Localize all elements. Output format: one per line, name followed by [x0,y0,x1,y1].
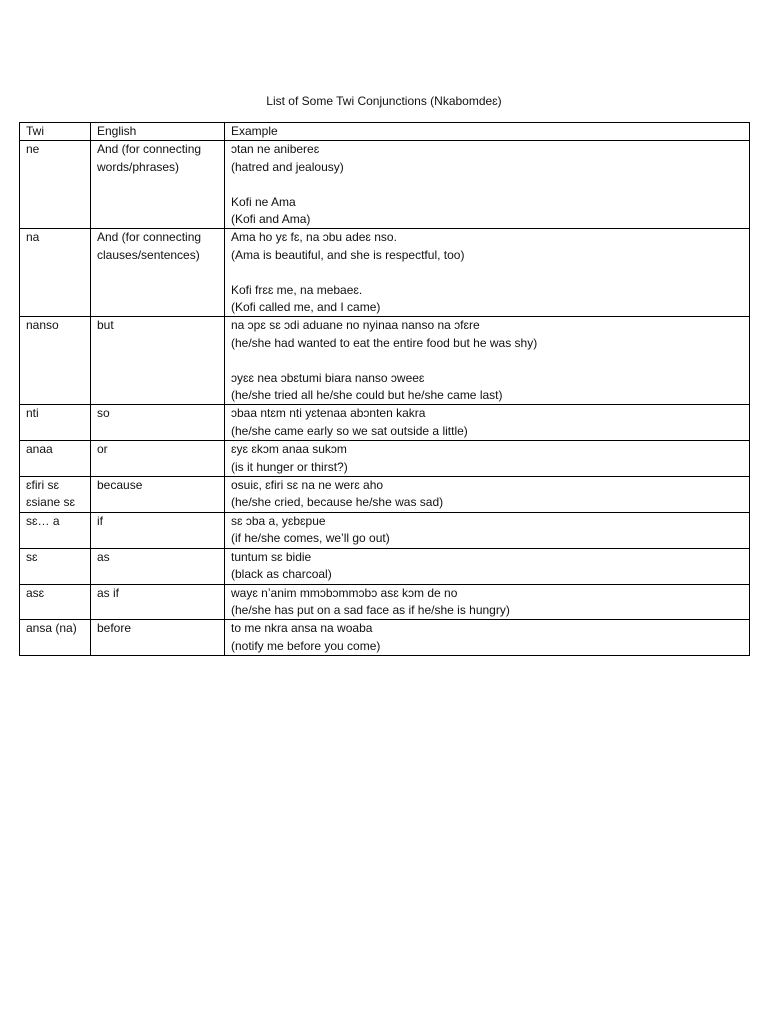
example-twi-sentence: ɛyɛ ɛkɔm anaa sukɔm [231,442,347,457]
cell-english [91,317,225,405]
cell-twi [20,477,91,513]
cell-example [225,229,750,317]
twi-word: ɛsiane sɛ [26,495,76,510]
english-meaning: but [97,318,114,333]
example-translation: (black as charcoal) [231,567,332,582]
example-translation: (he/she tried all he/she could but he/she came last) [231,388,503,403]
cell-twi [20,141,91,229]
page-title: List of Some Twi Conjunctions (Nkabomdeɛ) [266,94,502,108]
example-twi-sentence: ɔyɛɛ nea ɔbɛtumi biara nanso ɔweeɛ [231,370,425,385]
example-translation: (if he/she comes, we’ll go out) [231,531,390,546]
cell-example [225,477,750,513]
cell-english [91,620,225,656]
cell-twi [20,512,91,548]
twi-word: asɛ [26,585,45,600]
table-row [20,477,750,513]
table-row [20,405,750,441]
cell-english [91,441,225,477]
cell-example [225,441,750,477]
example-twi-sentence: wayɛ n’anim mmɔbɔmmɔbɔ asɛ kɔm de no [231,585,458,600]
english-meaning: if [97,513,103,528]
table-body [20,141,750,656]
cell-twi [20,317,91,405]
english-meaning: before [97,621,132,636]
example-translation: (Kofi and Ama) [231,212,311,227]
example-translation: (Kofi called me, and I came) [231,300,381,315]
cell-english [91,512,225,548]
table-row [20,229,750,317]
english-meaning: words/phrases) [97,159,180,174]
column-header-english: English [91,123,225,141]
cell-twi [20,441,91,477]
cell-example [225,584,750,620]
twi-word: nanso [26,318,59,333]
example-twi-sentence: Ama ho yɛ fɛ, na ɔbu adeɛ nso. [231,230,397,245]
cell-example [225,512,750,548]
table-row [20,512,750,548]
twi-word: sɛ… a [26,513,60,528]
cell-english [91,141,225,229]
twi-word: sɛ [26,549,38,564]
cell-twi [20,620,91,656]
example-translation: (hatred and jealousy) [231,159,344,174]
example-translation: (is it hunger or thirst?) [231,459,348,474]
cell-example [225,317,750,405]
twi-word: na [26,230,40,245]
example-translation: (he/she cried, because he/she was sad) [231,495,444,510]
cell-example [225,405,750,441]
example-twi-sentence: Kofi frɛɛ me, na mebaeɛ. [231,282,363,297]
english-meaning: or [97,442,108,457]
english-meaning: And (for connecting [97,142,202,157]
column-header-twi: Twi [20,123,91,141]
example-translation: (notify me before you come) [231,638,381,653]
table-row [20,441,750,477]
example-translation: (he/she came early so we sat outside a little) [231,423,468,438]
cell-english [91,584,225,620]
cell-english [91,229,225,317]
example-twi-sentence: ɔbaa ntɛm nti yɛtenaa abɔnten kakra [231,406,426,421]
twi-word: ansa (na) [26,621,77,636]
table-row [20,620,750,656]
english-meaning: as [97,549,110,564]
cell-example [225,620,750,656]
cell-english [91,477,225,513]
column-header-example: Example [225,123,750,141]
twi-word: ɛfiri sɛ [26,478,59,493]
cell-twi [20,405,91,441]
example-twi-sentence: na ɔpɛ sɛ ɔdi aduane no nyinaa nanso na ɔfɛre [231,318,480,333]
table-row [20,548,750,584]
example-translation: (he/she had wanted to eat the entire food but he was shy) [231,335,538,350]
twi-word: ne [26,142,40,157]
cell-twi [20,548,91,584]
twi-word: nti [26,406,39,421]
english-meaning: so [97,406,110,421]
english-meaning: as if [97,585,120,600]
table-row [20,317,750,405]
example-twi-sentence: ɔtan ne anibereɛ [231,142,320,157]
example-twi-sentence: to me nkra ansa na woaba [231,621,373,636]
example-translation: (Ama is beautiful, and she is respectful, too) [231,247,465,262]
example-twi-sentence: Kofi ne Ama [231,194,296,209]
english-meaning: clauses/sentences) [97,247,200,262]
cell-twi [20,229,91,317]
example-twi-sentence: osuiɛ, ɛfiri sɛ na ne werɛ aho [231,478,384,493]
english-meaning: And (for connecting [97,230,202,245]
table-row [20,141,750,229]
table-row [20,584,750,620]
cell-english [91,405,225,441]
english-meaning: because [97,478,143,493]
cell-example [225,141,750,229]
example-translation: (he/she has put on a sad face as if he/she is hungry) [231,602,510,617]
cell-english [91,548,225,584]
cell-twi [20,584,91,620]
example-twi-sentence: sɛ ɔba a, yɛbɛpue [231,513,326,528]
conjunctions-table [19,122,750,656]
twi-word: anaa [26,442,53,457]
table-header-row [20,123,750,141]
cell-example [225,548,750,584]
example-twi-sentence: tuntum sɛ bidie [231,549,312,564]
